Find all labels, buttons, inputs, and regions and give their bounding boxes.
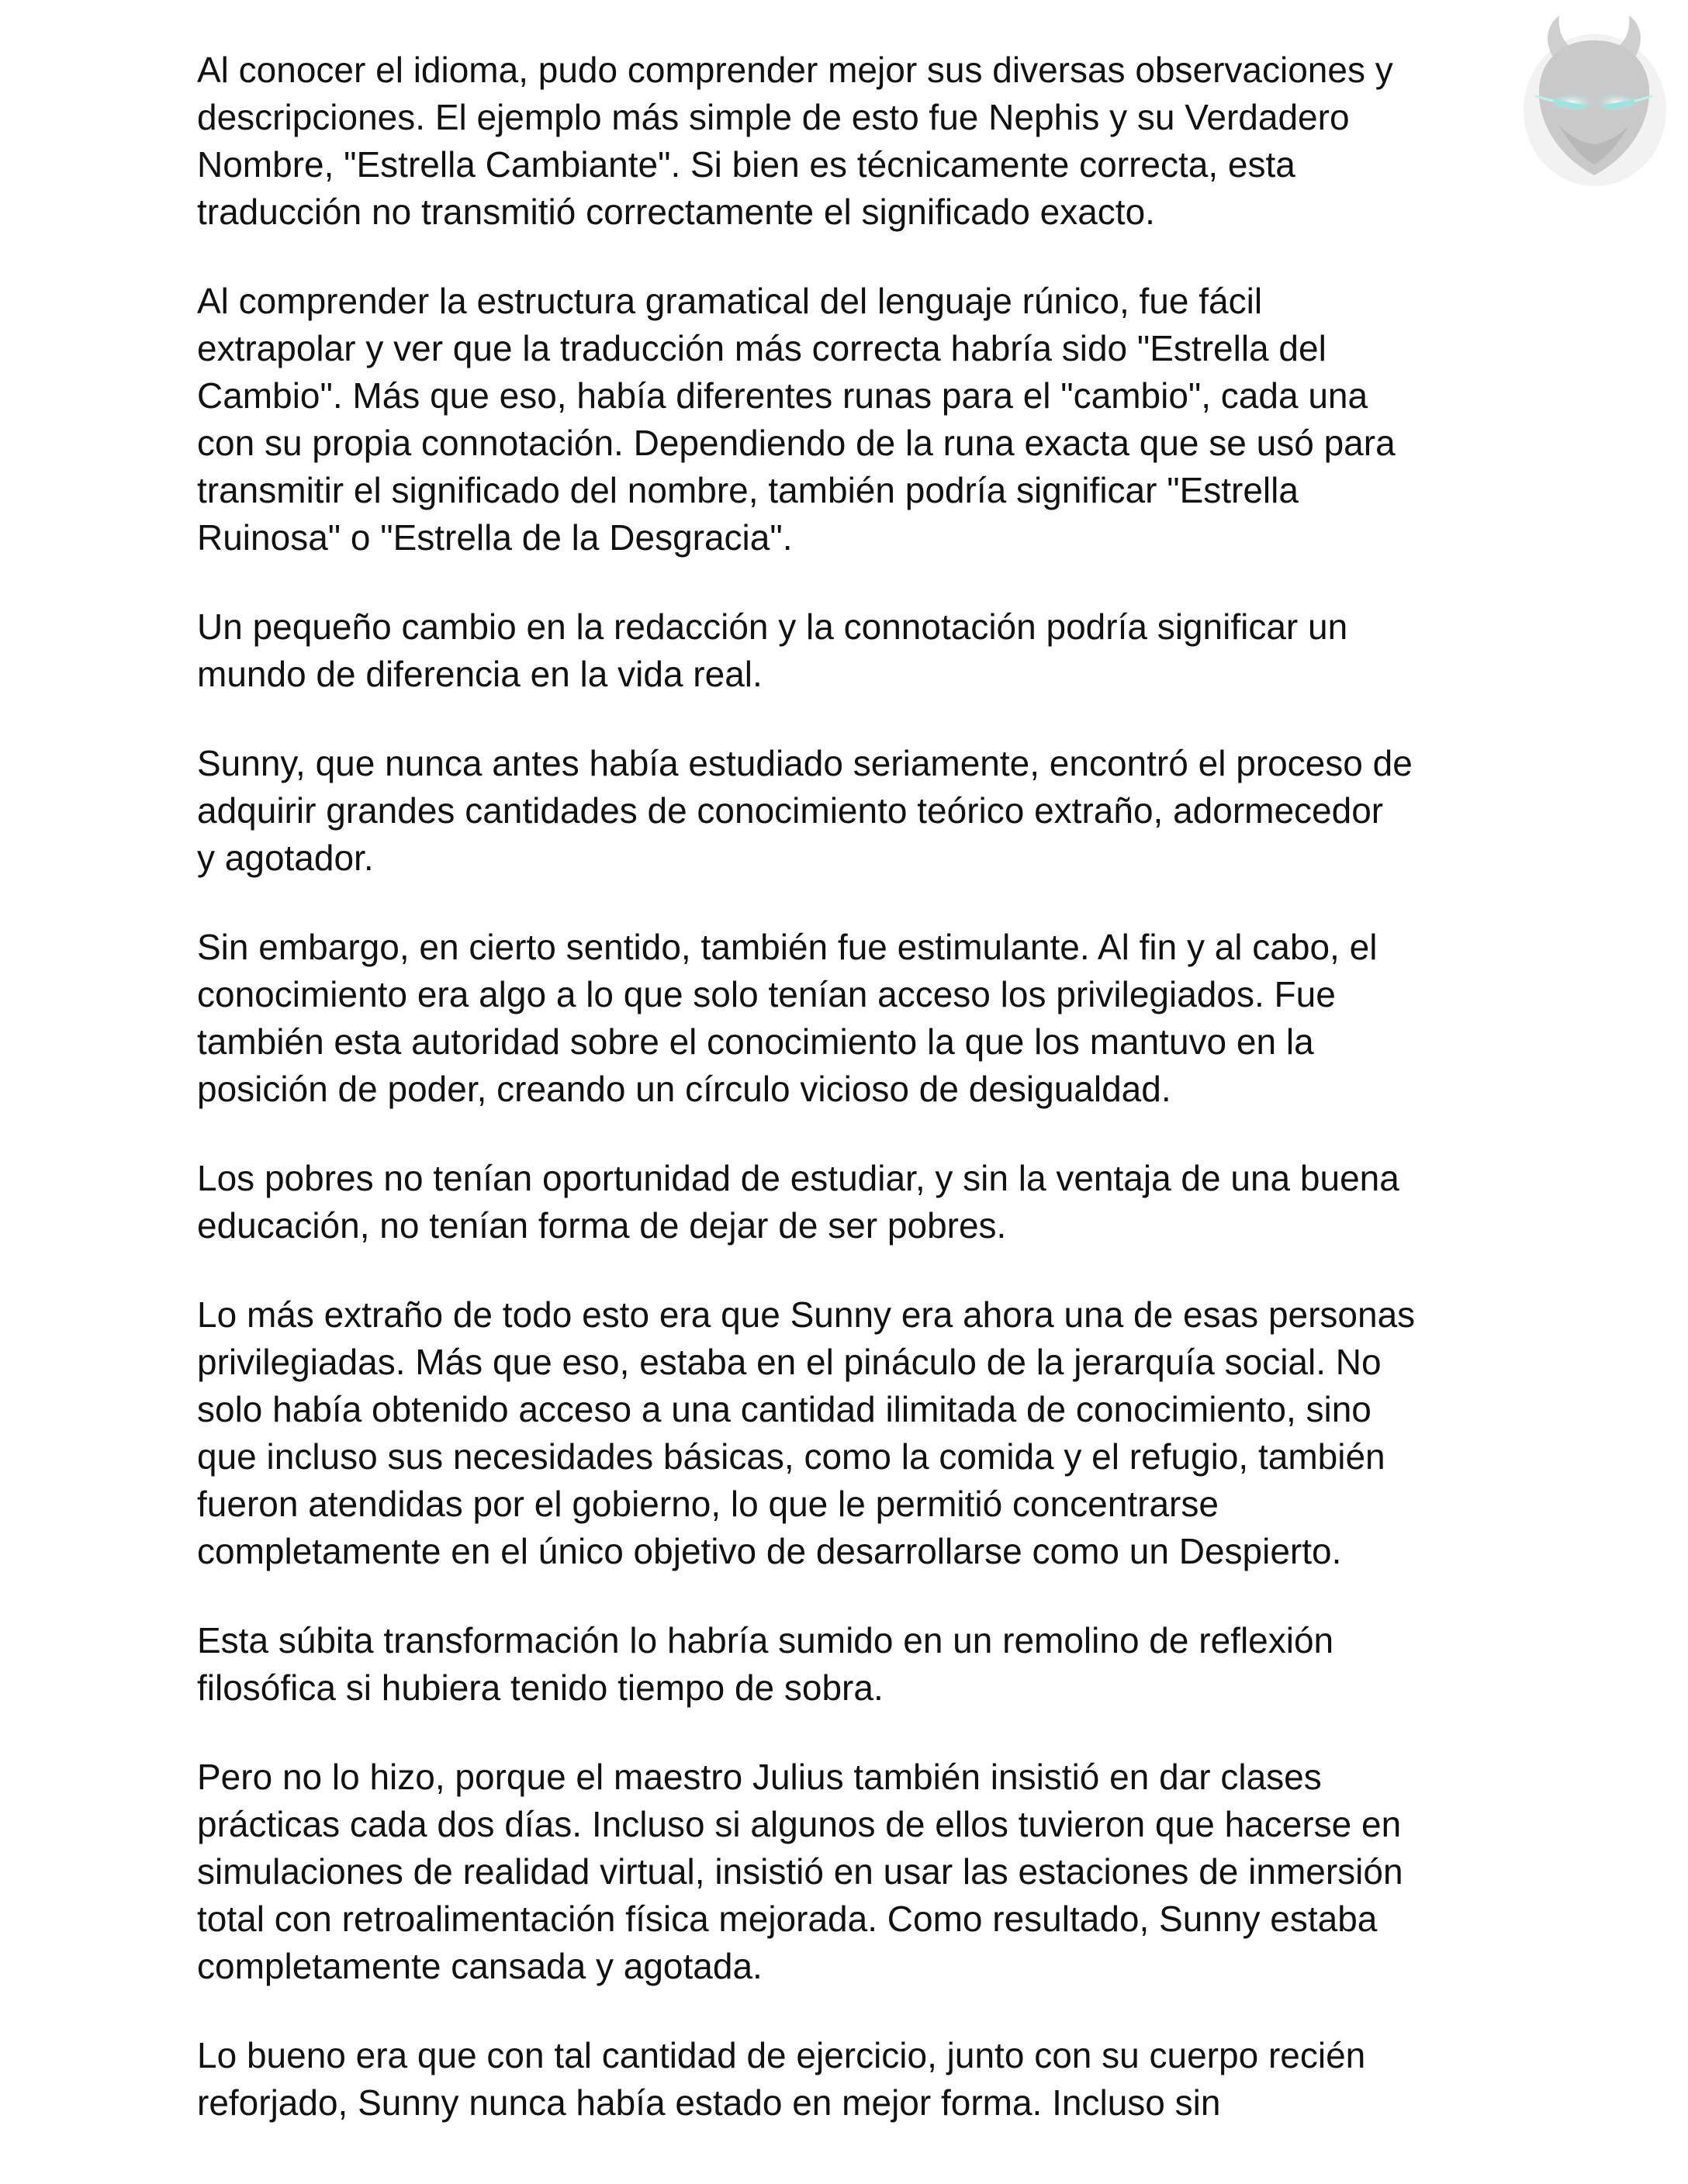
paragraph-4: Sunny, que nunca antes había estudiado seriamente, encontró el proceso de adquirir grandes cantidades de conocimiento teórico extraño, adormecedor y agotador. <box>197 743 1413 878</box>
paragraph-9: Pero no lo hizo, porque el maestro Julius también insistió en dar clases prácticas cada dos días. Incluso si algunos de ellos tuvieron que hacerse en simulaciones de realidad virtual, insistió en usar las estaciones de inmersión total con retroalimentación física mejorada. Como resultado, Sunny estaba completamente cansada y agotada. <box>197 1757 1403 1986</box>
paragraph-8: Esta súbita transformación lo habría sumido en un remolino de reflexión filosófica si hubiera tenido tiempo de sobra. <box>197 1620 1334 1708</box>
paragraph-10: Lo bueno era que con tal cantidad de ejercicio, junto con su cuerpo recién reforjado, Sunny nunca había estado en mejor forma. Incluso sin <box>197 2035 1366 2123</box>
paragraph-7: Lo más extraño de todo esto era que Sunny era ahora una de esas personas privilegiadas. Más que eso, estaba en el pináculo de la jerarquía social. No solo había obtenido acceso a una cantidad ilimitada de conocimiento, sino que incluso sus necesidades básicas, como la comida y el refugio, también fueron atendidas por el gobierno, lo que le permitió concentrarse completamente en el único objetivo de desarrollarse como un Despierto. <box>197 1294 1416 1571</box>
paragraph-5: Sin embargo, en cierto sentido, también fue estimulante. Al fin y al cabo, el conocimiento era algo a lo que solo tenían acceso los privilegiados. Fue también esta autoridad sobre el conocimiento la que los mantuvo en la posición de poder, creando un círculo vicioso de desigualdad. <box>197 927 1378 1109</box>
paragraph-3: Un pequeño cambio en la redacción y la connotación podría significar un mundo de diferencia en la vida real. <box>197 606 1348 694</box>
text-column <box>197 47 1493 2168</box>
demon-head-icon <box>1513 9 1676 188</box>
paragraph-2: Al comprender la estructura gramatical del lenguaje rúnico, fue fácil extrapolar y ver que la traducción más correcta habría sido "Estrella del Cambio". Más que eso, había diferentes runas para el "cambio", cada una con su propia connotación. Dependiendo de la runa exacta que se usó para transmitir el significado del nombre, también podría significar "Estrella Ruinosa" o "Estrella de la Desgracia". <box>197 281 1396 558</box>
paragraph-1: Al conocer el idioma, pudo comprender mejor sus diversas observaciones y descripciones. El ejemplo más simple de esto fue Nephis y su Verdadero Nombre, "Estrella Cambiante". Si bien es técnicamente correcta, esta traducción no transmitió correctamente el significado exacto. <box>197 50 1393 232</box>
paragraph-6: Los pobres no tenían oportunidad de estudiar, y sin la ventaja de una buena educación, no tenían forma de dejar de ser pobres. <box>197 1158 1399 1246</box>
